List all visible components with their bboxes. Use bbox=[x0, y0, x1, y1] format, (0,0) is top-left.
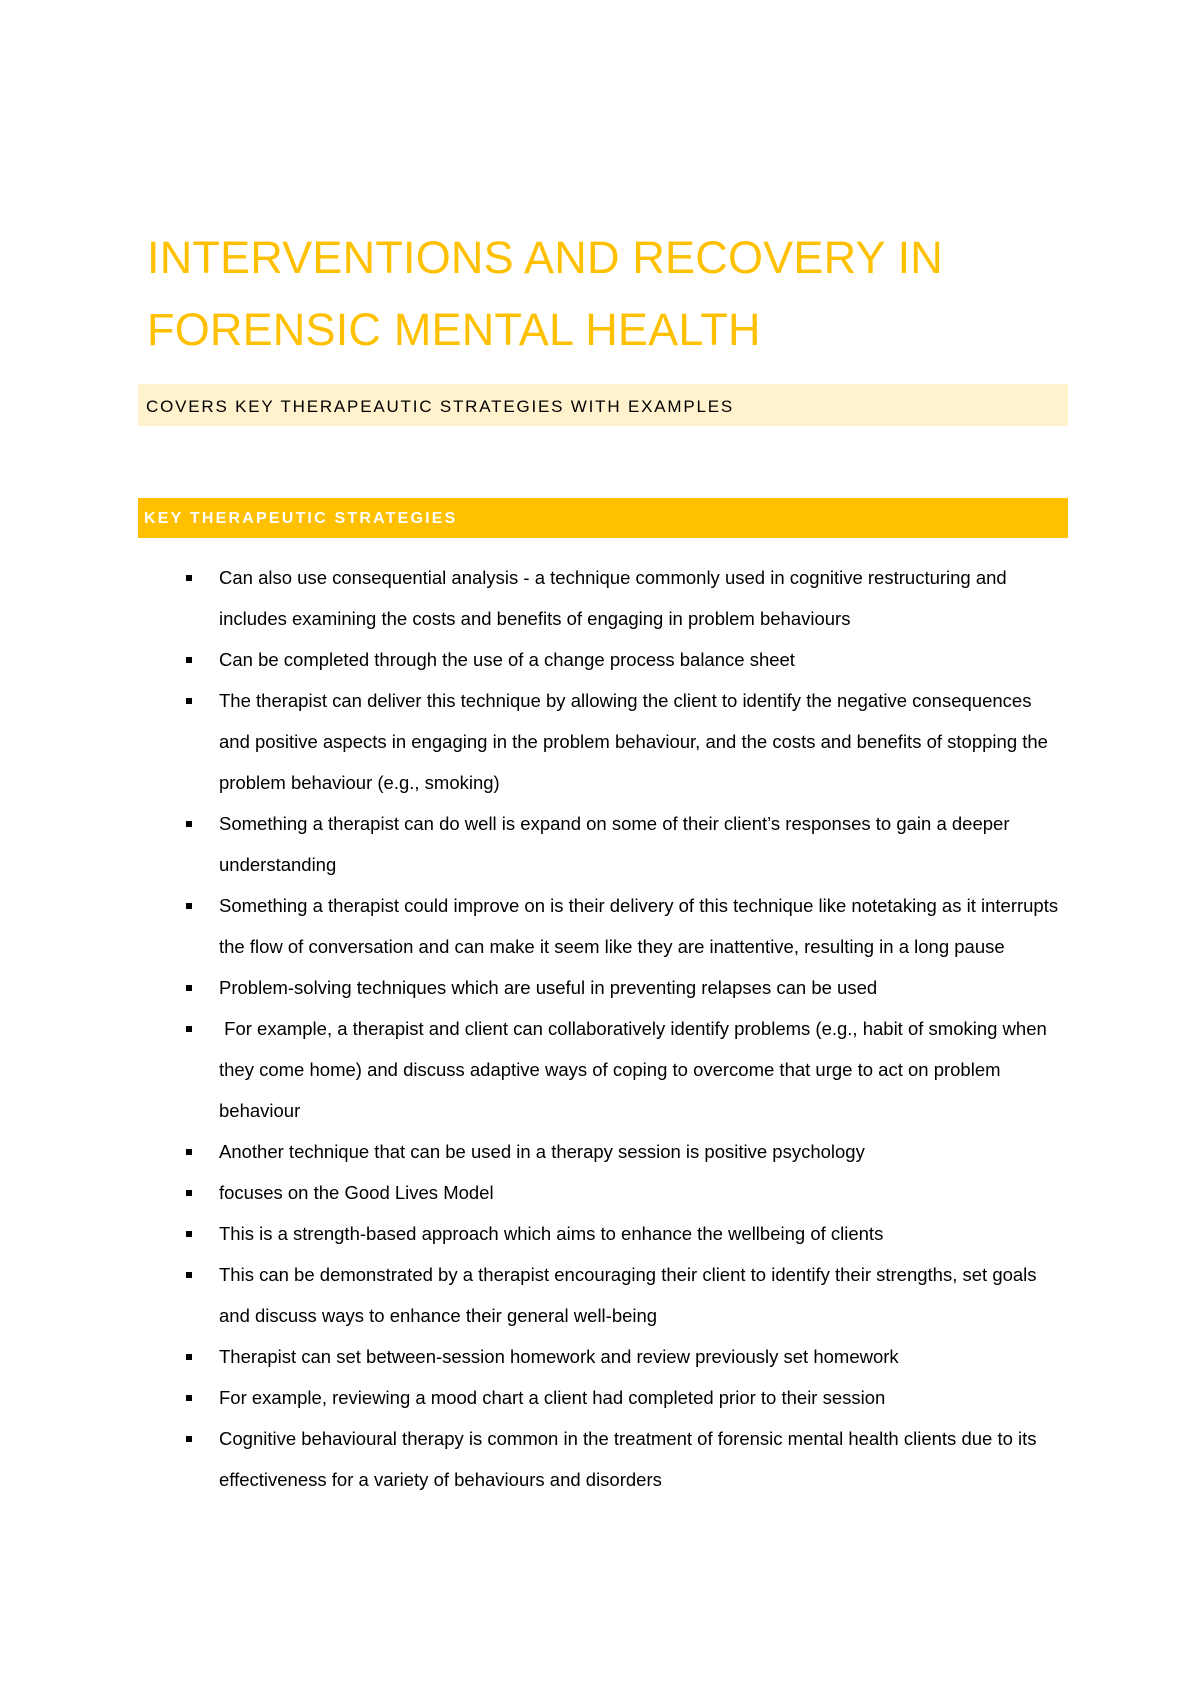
square-bullet-icon bbox=[186, 985, 192, 991]
bullet-item bbox=[0, 1008, 1059, 1131]
square-bullet-icon bbox=[186, 1395, 192, 1401]
bullet-text: For example, reviewing a mood chart a client had completed prior to their session bbox=[219, 1387, 886, 1408]
bullet-text: For example, a therapist and client can collaboratively identify problems (e.g., habit of smoking when they come home) and discuss adaptive ways of coping to overcome that urge to act on problem behaviour bbox=[219, 1018, 1052, 1121]
bullet-text: Therapist can set between-session homework and review previously set homework bbox=[219, 1346, 899, 1367]
bullet-list bbox=[0, 557, 1200, 1500]
document-title: INTERVENTIONS AND RECOVERY IN FORENSIC MENTAL HEALTH bbox=[147, 232, 943, 355]
bullet-item bbox=[0, 1131, 1059, 1172]
square-bullet-icon bbox=[186, 698, 192, 704]
bullet-text: Something a therapist could improve on is their delivery of this technique like notetaking as it interrupts the flow of conversation and can make it seem like they are inattentive, resulting in a long pause bbox=[219, 895, 1064, 957]
bullet-text: Cognitive behavioural therapy is common in the treatment of forensic mental health clients due to its effectiveness for a variety of behaviours and disorders bbox=[219, 1428, 1042, 1490]
square-bullet-icon bbox=[186, 1149, 192, 1155]
bullet-item bbox=[0, 1172, 1059, 1213]
bullet-item bbox=[0, 1254, 1059, 1336]
square-bullet-icon bbox=[186, 1436, 192, 1442]
bullet-item bbox=[0, 967, 1059, 1008]
bullet-text: focuses on the Good Lives Model bbox=[219, 1182, 494, 1203]
bullet-text: Something a therapist can do well is expand on some of their client’s responses to gain a deeper understanding bbox=[219, 813, 1015, 875]
bullet-text: Can be completed through the use of a change process balance sheet bbox=[219, 649, 795, 670]
square-bullet-icon bbox=[186, 903, 192, 909]
bullet-text: Can also use consequential analysis - a technique commonly used in cognitive restructuring and includes examining the costs and benefits of engaging in problem behaviours bbox=[219, 567, 1012, 629]
bullet-item bbox=[0, 803, 1059, 885]
bullet-text: Another technique that can be used in a therapy session is positive psychology bbox=[219, 1141, 865, 1162]
bullet-item bbox=[0, 1213, 1059, 1254]
square-bullet-icon bbox=[186, 1272, 192, 1278]
square-bullet-icon bbox=[186, 575, 192, 581]
bullet-item bbox=[0, 680, 1059, 803]
bullet-item bbox=[0, 1377, 1059, 1418]
bullet-text: Problem-solving techniques which are useful in preventing relapses can be used bbox=[219, 977, 878, 998]
square-bullet-icon bbox=[186, 1354, 192, 1360]
bullet-text: This is a strength-based approach which aims to enhance the wellbeing of clients bbox=[219, 1223, 884, 1244]
square-bullet-icon bbox=[186, 657, 192, 663]
bullet-text: The therapist can deliver this technique by allowing the client to identify the negative consequences and positive aspects in engaging in the problem behaviour, and the costs and benefits of stopping the problem behaviour (e.g., smoking) bbox=[219, 690, 1054, 793]
bullet-item bbox=[0, 885, 1064, 967]
section-heading: KEY THERAPEUTIC STRATEGIES bbox=[144, 510, 458, 527]
square-bullet-icon bbox=[186, 1231, 192, 1237]
square-bullet-icon bbox=[186, 821, 192, 827]
square-bullet-icon bbox=[186, 1026, 192, 1032]
document-subtitle: COVERS KEY THERAPEAUTIC STRATEGIES WITH EXAMPLES bbox=[146, 397, 735, 416]
bullet-text: This can be demonstrated by a therapist encouraging their client to identify their strengths, set goals and discuss ways to enhance their general well-being bbox=[219, 1264, 1042, 1326]
bullet-item bbox=[0, 1418, 1059, 1500]
bullet-item bbox=[0, 1336, 1059, 1377]
bullet-item bbox=[0, 557, 1059, 639]
bullet-item bbox=[0, 639, 1059, 680]
square-bullet-icon bbox=[186, 1190, 192, 1196]
